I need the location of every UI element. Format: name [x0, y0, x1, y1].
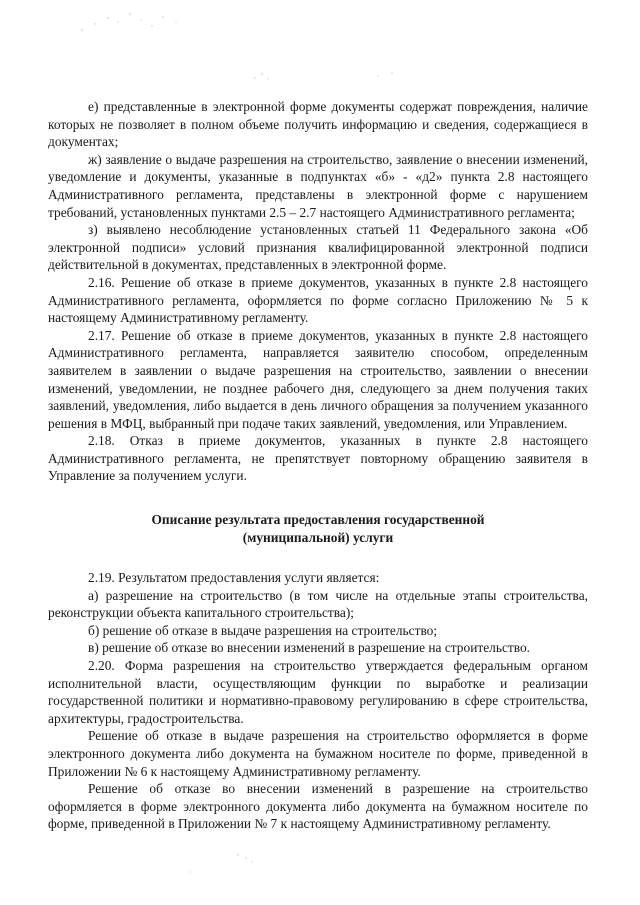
- paragraph-item-zh: ж) заявление о выдаче разрешения на строительство, заявление о внесении изменений, уведомление и документы, указанные в подпунктах «б» - «д2» пункта 2.8 настоящего Административного регламента, представлены в электронной форме с нарушением требований, установленных пунктами 2.5 – 2.7 настоящего Административного регламента;: [48, 151, 588, 220]
- paragraph-item-z: з) выявлено несоблюдение установленных статьей 11 Федерального закона «Об электронной подписи» условий признания квалифицированной электронной подписи действительной в документах, представленных в электронной форме.: [48, 222, 588, 273]
- paragraph-item-a: а) разрешение на строительство (в том числе на отдельные этапы строительства, реконструкции объекта капитального строительства);: [48, 587, 588, 621]
- section-heading-line1: Описание результата предоставления государственной: [151, 512, 485, 528]
- section-heading-line2: (муниципальной) услуги: [242, 530, 394, 546]
- paragraph-2-16: 2.16. Решение об отказе в приеме документов, указанных в пункте 2.8 настоящего Административного регламента, оформляется по форме согласно Приложению № 5 к настоящему Административному регламенту.: [48, 274, 588, 326]
- paragraph-refusal-changes: Решение об отказе во внесении изменений в разрешение на строительство оформляется в форме электронного документа либо документа на бумажном носителе по форме, приведенной в Приложении № 7 к настоящему Административному регламенту.: [48, 781, 588, 832]
- section-heading: [48, 511, 588, 547]
- paragraph-item-b: б) решение об отказе в выдаче разрешения на строительство;: [88, 622, 438, 638]
- paragraph-item-e: е) представленные в электронной форме документы содержат повреждения, наличие которых не позволяет в полном объеме получить информацию и сведения, содержащиеся в документах;: [48, 99, 588, 150]
- paragraph-2-18: 2.18. Отказ в приеме документов, указанных в пункте 2.8 настоящего Административного регламента, не препятствует повторному обращению заявителя в Управление за получением услуги.: [48, 433, 588, 484]
- paragraph-item-v: в) решение об отказе во внесении изменений в разрешение на строительство.: [88, 640, 531, 656]
- paragraph-refusal-issue: Решение об отказе в выдаче разрешения на строительство оформляется в форме электронного документа либо документа на бумажном носителе по форме, приведенной в Приложении № 6 к настоящему Административному регламенту.: [48, 728, 588, 779]
- document-page: [48, 98, 588, 833]
- paragraph-2-17: 2.17. Решение об отказе в приеме документов, указанных в пункте 2.8 настоящего Административного регламента, направляется заявителю способом, определенным заявителем в заявлении о выдаче разрешения на строительство, заявлении о внесении изменений, уведомлении, не позднее рабочего дня, следующего за днем получения таких заявлений, уведомления, либо выдается в день личного обращения за получением указанного решения в МФЦ, выбранный при подаче таких заявлений, уведомления, или Управлением.: [48, 327, 588, 431]
- paragraph-2-20: 2.20. Форма разрешения на строительство утверждается федеральным органом исполнительной власти, осуществляющим функции по выработке и реализации государственной политики и нормативно-правовому регулированию в сфере строительства, архитектуры, градостроительства.: [48, 658, 588, 726]
- paragraph-2-19: 2.19. Результатом предоставления услуги является:: [88, 570, 380, 586]
